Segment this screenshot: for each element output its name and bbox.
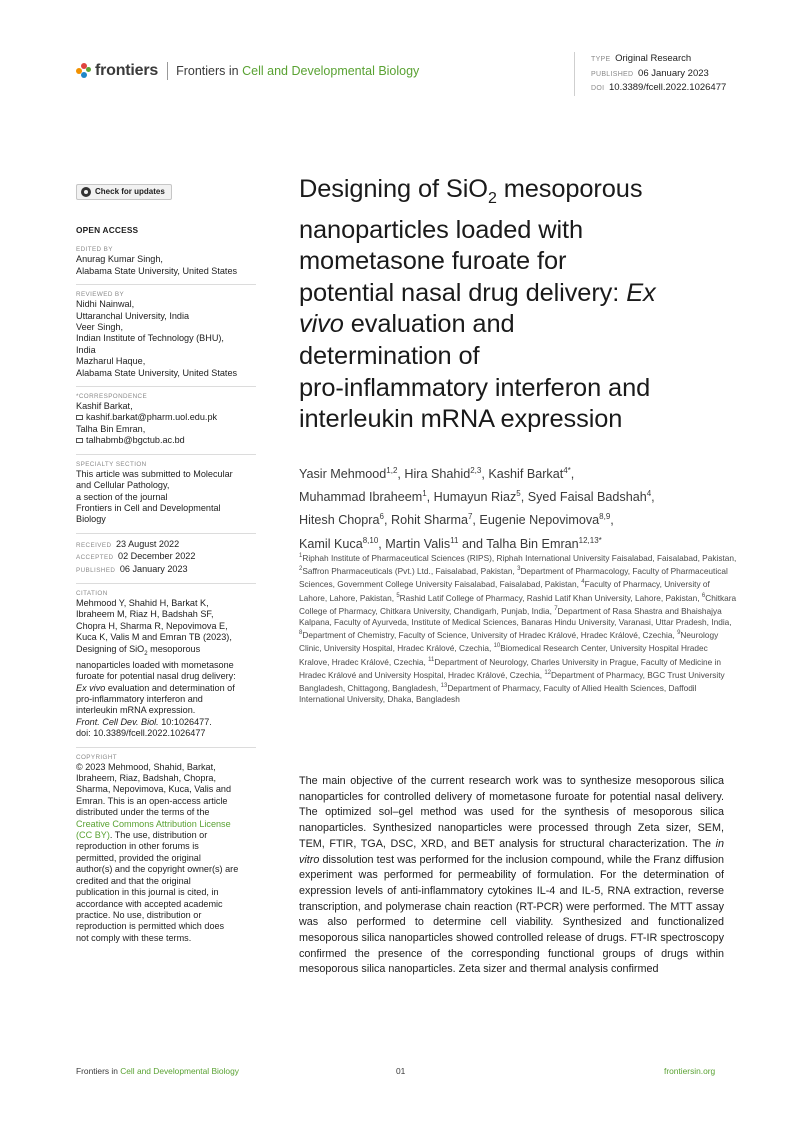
- affiliation-marker: 7: [554, 605, 558, 612]
- license-link[interactable]: Creative Commons Attribution License: [76, 818, 231, 829]
- page-number: 01: [396, 1066, 406, 1076]
- email-link[interactable]: kashif.barkat@pharm.uol.edu.pk: [86, 412, 218, 423]
- check-for-updates-button[interactable]: Check for updates: [76, 184, 172, 200]
- author-affiliation-marker: 12,13*: [578, 535, 602, 545]
- frontiers-logo[interactable]: [76, 62, 419, 80]
- affiliation-marker: 2: [299, 566, 303, 573]
- citation-section: CITATION Mehmood Y, Shahid H, Barkat K, Ibraheem M, Riaz H, Badshah SF, Chopra H, Sharma R, Nepovimova E, Kuca K, Valis M and Emran TB (2023), Designing of SiO$_2$ mesoporous nanoparticles loaded with mometasone furoate for potential nasal drug delivery: Ex vivo evaluation and determination of pro-inflammatory interferon and interleukin mRNA expression. Front. Cell Dev. Biol. 10:1026477. doi: 10.3389/fcell.2022.1026477: [76, 583, 256, 740]
- author-affiliation-marker: 1: [422, 489, 427, 499]
- affiliation-text: Saffron Pharmaceuticals (Pvt.) Ltd., Faisalabad, Pakistan,: [302, 565, 518, 576]
- affiliation-marker: 13: [440, 682, 448, 689]
- affiliation-text: Department of Chemistry, Faculty of Science, University of Hradec Králové, Hradec Králové, Czechia,: [302, 630, 678, 641]
- reviewed-by-section: REVIEWED BY Nidhi Nainwal, Uttaranchal University, India Veer Singh, Indian Institute of Technology (BHU), India Mazharul Haque, Alabama State University, United States: [76, 284, 256, 379]
- crossmark-icon: [81, 187, 91, 197]
- copyright-section: COPYRIGHT © 2023 Mehmood, Shahid, Barkat, Ibraheem, Riaz, Badshah, Chopra, Sharma, Nepovimova, Kuca, Valis and Emran. This is an open-access article distributed under the terms of the Creative Commons Attribution License (CC BY). The use, distribution or reproduction in other forums is permitted, provided the original author(s) and the copyright owner(s) are credited and that the original publication in this journal is cited, in accordance with accepted academic practice. No use, distribution or reproduction is permitted which does not comply with these terms.: [76, 747, 256, 945]
- author-affiliation-marker: 8,10: [362, 535, 379, 545]
- affiliation-text: Neurology Clinic, University Hospital, Hradec Králové, Czechia,: [299, 630, 719, 654]
- article-type: Original Research: [615, 53, 692, 64]
- affiliation-text: Rashid Latif College of Pharmacy, Rashid Latif Khan University, Lahore, Pakistan,: [399, 592, 702, 603]
- footer-journal: Frontiers in Cell and Developmental Biology: [76, 1066, 239, 1076]
- affiliation-text: Department of Neurology, Charles University in Prague, Faculty of Medicine in Hradec Králové and University Hospital, Hradec Králové, Czechia,: [299, 656, 722, 680]
- affiliation-text: Chitkara College of Pharmacy, Chitkara University, Chandigarh, Punjab, India,: [299, 592, 737, 616]
- affiliation-text: Faculty of Pharmacy, University of Lahore, Lahore, Pakistan,: [299, 579, 710, 603]
- dates-section: RECEIVED 23 August 2022 ACCEPTED 02 December 2022 PUBLISHED 06 January 2023: [76, 533, 256, 576]
- author-name[interactable]: Hira Shahid: [404, 467, 471, 482]
- author-affiliation-marker: 8,9: [599, 512, 611, 522]
- open-access-label: OPEN ACCESS: [76, 225, 139, 235]
- affiliation-text: Department of Pharmacology, Faculty of Pharmaceutical Sciences, Government College University Faisalabad, Faisalabad, Pakistan,: [299, 565, 728, 590]
- author-affiliation-marker: 1,2: [386, 466, 398, 475]
- journal-name: Frontiers in Cell and Developmental Biology: [176, 64, 420, 78]
- affiliation-marker: 9: [677, 630, 681, 637]
- frontiers-logo-icon: [76, 63, 92, 79]
- author-name[interactable]: Hitesh Chopra: [299, 513, 380, 528]
- affiliations: [299, 551, 739, 706]
- article-meta: TYPE Original Research PUBLISHED 06 January 2023 DOI 10.3389/fcell.2022.1026477: [574, 52, 726, 96]
- author-affiliation-marker: 11: [450, 535, 459, 545]
- author-name[interactable]: Kashif Barkat: [488, 467, 564, 482]
- email-icon: [76, 438, 83, 443]
- author-name[interactable]: Talha Bin Emran: [486, 536, 579, 551]
- affiliation-marker: 6: [701, 592, 706, 599]
- doi-link[interactable]: 10.3389/fcell.2022.1026477: [609, 82, 727, 93]
- specialty-section: SPECIALTY SECTION This article was submitted to Molecular and Cellular Pathology, a section of the journal Frontiers in Cell and Developmental Biology: [76, 454, 256, 526]
- abstract: The main objective of the current research work was to synthesize mesoporous silica nanoparticles for controlled delivery of mometasone furoate for potential nasal delivery. The optimized sol–gel method was used for the synthesis of mesoporous silica nanoparticles. Synthesized nanoparticles were processed through Zeta sizer, SEM, TEM, FTIR, TGA, DSC, XRD, and BET analysis for structural characterization. The in vitro dissolution test was performed for the inclusion compound, while the Franz diffusion experiment was performed for permeability of formulation. For the determination of expression levels of anti-inflammatory cytokines IL-4 and IL-5, RNA extraction, reverse transcription, and polymerase chain reaction (RT-PCR) were performed. The MTT assay was also performed to determine cell viability. Synthesized and functionalized mesoporous silica nanoparticles showed controlled release of drugs. FT-IR spectroscopy confirmed the presence of the corresponding functional groups of drugs within mesoporous silica nanoparticles. Zeta sizer and thermal analysis confirmed: [299, 775, 724, 976]
- author-name[interactable]: Kamil Kuca: [299, 536, 363, 551]
- edited-by-section: EDITED BY Anurag Kumar Singh, Alabama State University, United States: [76, 246, 238, 276]
- author-affiliation-marker: 5: [516, 489, 521, 499]
- affiliation-marker: 12: [544, 669, 552, 676]
- author-name[interactable]: Rohit Sharma: [390, 513, 468, 528]
- author-affiliation-marker: 6: [379, 512, 384, 522]
- email-link[interactable]: talhabmb@bgctub.ac.bd: [86, 435, 185, 446]
- author-name[interactable]: Muhammad Ibraheem: [299, 490, 423, 505]
- affiliation-marker: 8: [299, 630, 303, 637]
- license-abbr-link[interactable]: (CC BY): [76, 830, 110, 841]
- published-date: 06 January 2023: [638, 67, 709, 79]
- correspondence-section: *CORRESPONDENCE Kashif Barkat, kashif.barkat@pharm.uol.edu.pk Talha Bin Emran, talhabmb@bgctub.ac.bd: [76, 386, 256, 447]
- sidebar: [76, 184, 256, 951]
- affiliation-marker: 3: [517, 566, 521, 573]
- author-affiliation-marker: 4*: [563, 466, 571, 475]
- affiliation-text: Department of Pharmacy, BGC Trust University Bangladesh, Chittagong, Bangladesh,: [299, 669, 725, 693]
- author-name[interactable]: Martin Valis: [385, 536, 451, 551]
- author-name[interactable]: Humayun Riaz: [433, 490, 517, 505]
- author-list: Yasir Mehmood$^{1,2}$, Hira Shahid$^{2,3}$, Kashif Barkat$^{4*}$, Muhammad Ibraheem$^1$, Humayun Riaz$^5$, Syed Faisal Badshah$^4$, Hitesh Chopra$^6$, Rohit Sharma$^7$, Eugenie Nepovimova$^{8,9}$, Kamil Kuca$^{8,10}$, Martin Valis$^{11}$ and Talha Bin Emran$^{12,13*}$: [299, 466, 655, 551]
- affiliation-text: Department of Rasa Shastra and Bhaishajya Kalpana, Faculty of Ayurveda, Institute of Medical Sciences, Banaras Hindu University, Varanasi, Uttar Pradesh, India,: [299, 605, 732, 627]
- author-affiliation-marker: 2,3: [470, 466, 482, 475]
- affiliation-text: Biomedical Research Center, University Hospital Hradec Kralove, Hradec Králové, Czechia,: [299, 643, 708, 667]
- affiliation-marker: 10: [493, 643, 501, 650]
- author-affiliation-marker: 4: [646, 489, 652, 499]
- affiliation-text: Department of Pharmacy, Faculty of Allied Health Sciences, Daffodil International University, Dhaka, Bangladesh: [299, 682, 697, 705]
- affiliation-marker: 11: [428, 656, 435, 663]
- article-title: Designing of SiO$_2$ mesoporous nanoparticles loaded with mometasone furoate for potential nasal drug delivery: Ex vivo evaluation and determination of pro-inflammatory interferon and interleukin mRNA expression: [299, 175, 656, 434]
- logo-divider: [167, 62, 168, 80]
- brand-name: frontiers: [95, 62, 159, 79]
- author-name[interactable]: Yasir Mehmood: [299, 467, 387, 482]
- author-affiliation-marker: 7: [467, 512, 473, 522]
- email-icon: [76, 415, 83, 420]
- affiliation-marker: 4: [581, 579, 585, 586]
- affiliation-text: Riphah Institute of Pharmaceutical Sciences (RIPS), Riphah International University Faisalabad, Faisalabad, Pakistan,: [302, 552, 737, 563]
- author-name[interactable]: Syed Faisal Badshah: [527, 490, 647, 505]
- affiliation-marker: 1: [299, 553, 303, 559]
- affiliation-marker: 5: [396, 592, 400, 599]
- footer-site-link[interactable]: frontiersin.org: [664, 1066, 716, 1076]
- author-name[interactable]: Eugenie Nepovimova: [479, 513, 600, 528]
